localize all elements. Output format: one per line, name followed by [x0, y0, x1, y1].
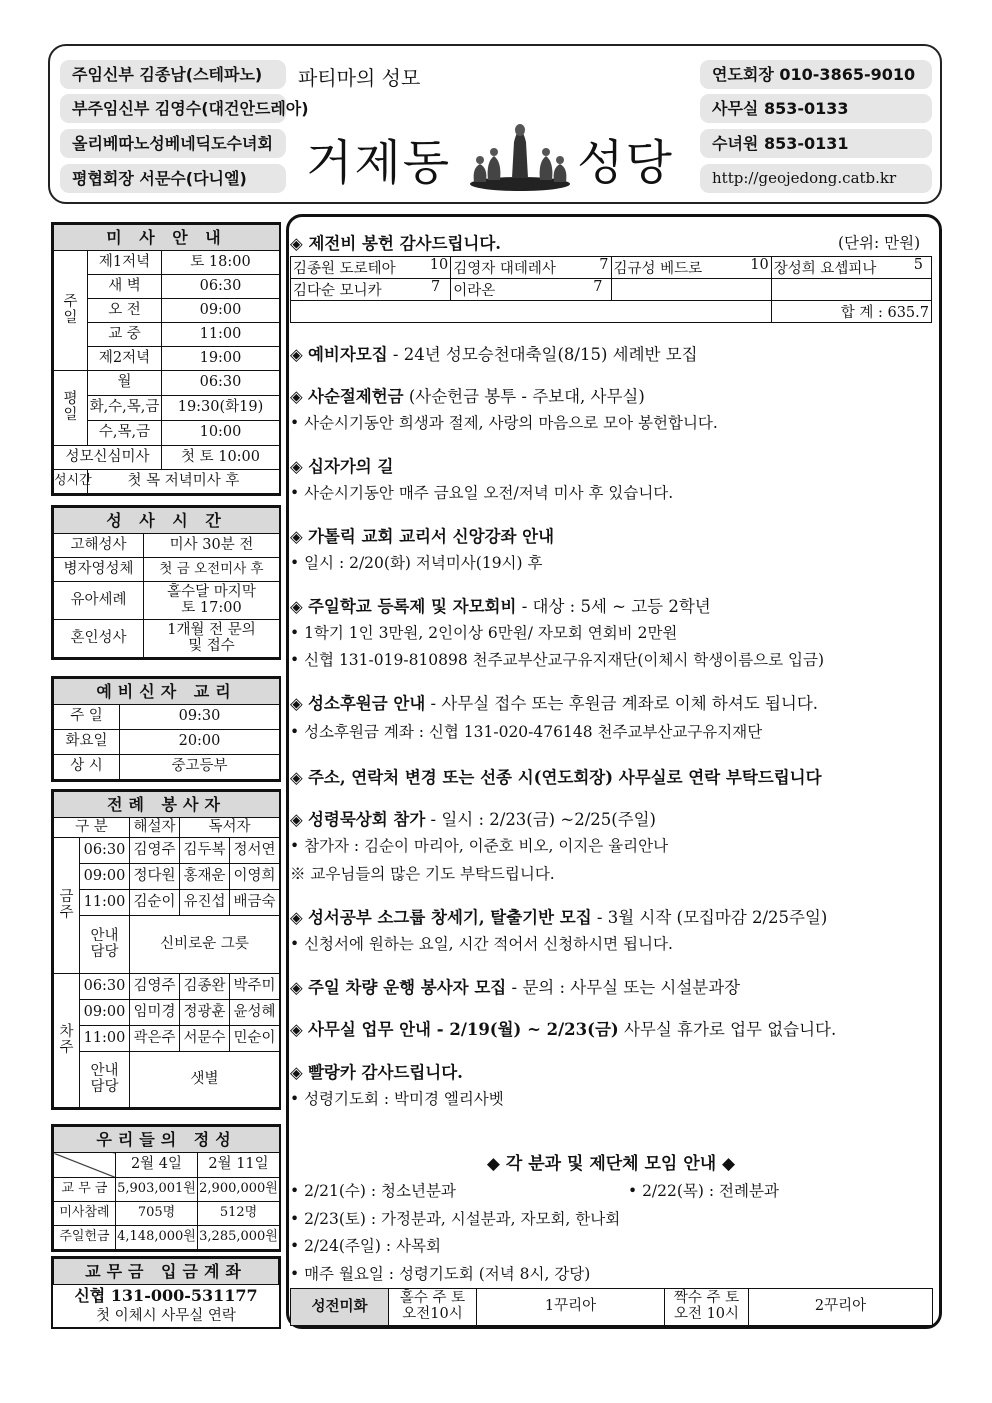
stat-name: 주일헌금	[54, 1226, 116, 1250]
donor-amount: 7	[431, 279, 441, 295]
meeting-line: • 2/23(토) : 가정분과, 시설분과, 자모회, 한나회	[290, 1210, 621, 1228]
donor-cell	[771, 279, 931, 301]
mass-time: 토 18:00	[162, 251, 280, 275]
notice-title: 성령묵상회 참가	[307, 810, 426, 829]
notice-text: - 24년 성모승천대축일(8/15) 세례반 모집	[387, 345, 698, 364]
mass-name: 교 중	[88, 323, 162, 347]
sacrament-value: 홀수달 마지막 토 17:00	[144, 582, 280, 620]
weekday-label: 평 일	[54, 371, 88, 446]
commentator: 정다원	[130, 864, 180, 890]
mass-time: 09:00	[80, 864, 130, 890]
mass-time: 06:30	[162, 275, 280, 299]
odd-week-group: 1꾸리아	[477, 1289, 665, 1326]
notice-line: • 신청서에 원하는 요일, 시간 적어서 신청하시면 됩니다.	[290, 935, 673, 953]
notice-title: 가톨릭 교회 교리서 신앙강좌 안내	[307, 527, 555, 546]
next-week-label: 차 주	[54, 974, 80, 1108]
mass-time: 06:30	[80, 838, 130, 864]
notice-title: 주일 차량 운행 봉사자 모집	[307, 978, 507, 997]
class-day: 상 시	[54, 755, 120, 780]
reader: 정서연	[230, 838, 280, 864]
mass-name: 오 전	[88, 299, 162, 323]
diagonal-header-cell	[54, 1153, 116, 1178]
holy-hour-time: 첫 목 저녁미사 후	[88, 470, 280, 494]
col-reader: 독서자	[180, 818, 280, 838]
notice-line: • 사순시기동안 희생과 절제, 사랑의 마음으로 모아 봉헌합니다.	[290, 414, 718, 432]
heart-mass-name: 성모신심미사	[54, 446, 162, 470]
notice-spirit-retreat: ◈ 성령묵상회 참가 - 일시 : 2/23(금) ~2/25(주일)	[290, 810, 656, 829]
donor-amount: 10	[750, 257, 769, 273]
notice-line: • 1학기 1인 3만원, 2인이상 6만원/ 자모회 연회비 2만원	[290, 624, 678, 642]
meeting-line: • 매주 월요일 : 성령기도회 (저녁 8시, 강당)	[290, 1265, 591, 1283]
stat-name: 교 무 금	[54, 1178, 116, 1202]
stat-value: 3,285,000원	[198, 1226, 280, 1250]
reader: 이영희	[230, 864, 280, 890]
office-phone: 사무실 853-0133	[700, 94, 932, 123]
council-president-info: 평협회장 서문수(다니엘)	[60, 164, 286, 193]
notice-line: • 성소후원금 계좌 : 신협 131-020-476148 천주교부산교구유지재단	[290, 723, 763, 741]
sacrament-name: 병자영성체	[54, 558, 144, 582]
commentator: 김영주	[130, 838, 180, 864]
mass-time: 11:00	[80, 890, 130, 916]
notice-line: • 사순시기동안 매주 금요일 오전/저녁 미사 후 있습니다.	[290, 484, 674, 502]
meeting-line: • 2/24(주일) : 사목회	[290, 1237, 441, 1255]
meetings-title: ◆ 각 분과 및 제단체 모임 안내 ◆	[486, 1154, 736, 1174]
reader: 배금숙	[230, 890, 280, 916]
col-commentator: 해설자	[130, 818, 180, 838]
bulletin-header	[48, 44, 942, 204]
commentator: 곽은주	[130, 1026, 180, 1052]
assistant-pastor-info: 부주임신부 김영수(대건안드레아)	[60, 94, 286, 123]
stat-value: 2,900,000원	[198, 1178, 280, 1202]
donor-cell	[771, 257, 931, 279]
account-number: 신협 131-000-531177	[74, 1285, 258, 1305]
tithe-account-box	[51, 1256, 281, 1329]
sisters-info: 올리베따노성베네딕도수녀회	[60, 129, 286, 158]
convent-phone: 수녀원 853-0131	[700, 129, 932, 158]
notice-stations: ◈ 십자가의 길	[290, 457, 394, 476]
notice-title: 예비자모집	[307, 345, 388, 364]
notice-lent-offering: ◈ 사순절제헌금 (사순헌금 봉투 - 주보대, 사무실)	[290, 387, 645, 406]
heart-mass-time: 첫 토 10:00	[162, 446, 280, 470]
notice-line: • 신협 131-019-810898 천주교부산교구유지재단(이체시 학생이름으로 입금)	[290, 651, 825, 669]
guide-label: 안내 담당	[80, 1052, 130, 1108]
commentator: 김영주	[130, 974, 180, 1000]
church-cleaning-table	[290, 1288, 933, 1326]
reader: 윤성혜	[230, 1000, 280, 1026]
mass-time: 06:30	[80, 974, 130, 1000]
patron-subtitle: 파티마의 성모	[298, 66, 421, 90]
mass-time: 09:00	[80, 1000, 130, 1026]
stat-value: 512명	[198, 1202, 280, 1226]
catechumen-title: 예비신자 교리	[54, 679, 280, 705]
stat-value: 5,903,001원	[116, 1178, 198, 1202]
class-time: 중고등부	[120, 755, 280, 780]
notice-catechumen: ◈ 예비자모집 - 24년 성모승천대축일(8/15) 세례반 모집	[290, 345, 698, 364]
mass-schedule-title: 미 사 안 내	[54, 225, 280, 251]
account-note: 첫 이체시 사무실 연락	[96, 1307, 236, 1324]
donor-cell	[451, 279, 611, 301]
donor-name: 장성희 요셉피나	[773, 261, 877, 277]
class-day: 화요일	[54, 730, 120, 755]
reader: 홍재운	[180, 864, 230, 890]
notice-catechism-lecture: ◈ 가톨릭 교회 교리서 신앙강좌 안내	[290, 527, 555, 546]
mass-name: 새 벽	[88, 275, 162, 299]
notice-vocation-fund: ◈ 성소후원금 안내 - 사무실 접수 또는 후원금 계좌로 이체 하셔도 됩니다.	[290, 694, 819, 713]
donor-cell	[611, 279, 771, 301]
sacrament-name: 혼인성사	[54, 620, 144, 658]
stat-value: 705명	[116, 1202, 198, 1226]
donor-amount: 5	[913, 257, 923, 273]
website-link[interactable]: http://geojedong.catb.kr	[700, 164, 932, 193]
mass-time: 10:00	[162, 421, 280, 446]
sunday-label: 주 일	[54, 251, 88, 371]
sacrament-name: 유아세례	[54, 582, 144, 620]
stat-value: 4,148,000원	[116, 1226, 198, 1250]
notice-text: - 대상 : 5세 ~ 고등 2학년	[516, 597, 711, 616]
commentator: 김순이	[130, 890, 180, 916]
donor-name: 김종원 도로테아	[293, 261, 396, 277]
donor-cell	[451, 257, 611, 279]
notice-address-change: ◈ 주소, 연락처 변경 또는 선종 시(연도회장) 사무실로 연락 부탁드립니다	[290, 768, 822, 787]
reader: 김종완	[180, 974, 230, 1000]
liturgy-ministers-box	[51, 789, 281, 1110]
notice-line: • 성령기도회 : 박미경 엘리사벳	[290, 1090, 504, 1108]
mass-time: 11:00	[162, 323, 280, 347]
donor-cell	[611, 257, 771, 279]
reader: 유진섭	[180, 890, 230, 916]
offering-title: 우리들의 정성	[54, 1127, 280, 1153]
guide-label: 안내 담당	[80, 916, 130, 974]
odd-week-schedule: 홀수 주 토 오전10시	[389, 1289, 477, 1326]
notice-title: 제전비 봉헌 감사드립니다.	[308, 234, 501, 253]
mass-time: 11:00	[80, 1026, 130, 1052]
notice-text: (사순헌금 봉투 - 주보대, 사무실)	[403, 387, 645, 406]
notice-text: - 3월 시작 (모집마감 2/25주일)	[591, 908, 828, 927]
meeting-line: • 2/22(목) : 전례분과	[628, 1182, 779, 1200]
notice-line: • 참가자 : 김순이 마리아, 이준호 비오, 이지은 율리안나	[290, 837, 669, 855]
church-title-part1: 거제동	[306, 135, 452, 191]
notice-line: • 일시 : 2/20(화) 저녁미사(19시) 후	[290, 554, 543, 572]
donor-name: 김영자 대데레사	[453, 261, 556, 277]
church-title-part2: 성당	[577, 135, 674, 191]
reader: 서문수	[180, 1026, 230, 1052]
offering-stats-box	[51, 1124, 281, 1252]
sacrament-title: 성 사 시 간	[54, 508, 280, 534]
mass-name: 화,수,목,금	[88, 396, 162, 421]
notice-title: 빨랑카 감사드립니다.	[307, 1063, 463, 1082]
even-week-schedule: 짝수 주 토 오전 10시	[665, 1289, 749, 1326]
notice-title: 주소, 연락처 변경 또는 선종 시(연도회장) 사무실로 연락 부탁드립니다	[307, 768, 822, 787]
mass-time: 19:00	[162, 347, 280, 371]
even-week-group: 2꾸리아	[749, 1289, 933, 1326]
notice-title: 십자가의 길	[307, 457, 394, 476]
notice-text: 사무실 휴가로 업무 없습니다.	[618, 1020, 837, 1039]
donor-name: 김규성 베드로	[613, 261, 703, 277]
donor-amount: 7	[593, 279, 603, 295]
sacrament-name: 고해성사	[54, 534, 144, 558]
donor-cell	[291, 301, 772, 323]
mass-name: 월	[88, 371, 162, 396]
fatima-statue-logo-icon	[468, 116, 572, 192]
pastor-info: 주임신부 김종남(스테파노)	[60, 60, 286, 89]
notice-title: 사순절제헌금	[307, 387, 404, 406]
cleaning-label: 성전미화	[291, 1289, 389, 1326]
donor-name: 김다순 모니카	[293, 283, 382, 299]
notice-office-closed: ◈ 사무실 업무 안내 - 2/19(월) ~ 2/23(금) 사무실 휴가로 업무 없습니다.	[290, 1020, 837, 1039]
notice-title: 성서공부 소그룹 창세기, 탈출기반 모집	[307, 908, 592, 927]
date-header: 2월 11일	[198, 1153, 280, 1178]
class-time: 20:00	[120, 730, 280, 755]
mass-time: 19:30(화19)	[162, 396, 280, 421]
liturgy-title: 전례 봉사자	[54, 792, 280, 818]
this-week-label: 금 주	[54, 838, 80, 974]
notice-title: 사무실 업무 안내 - 2/19(월) ~ 2/23(금)	[307, 1020, 619, 1039]
notice-bible-study: ◈ 성서공부 소그룹 창세기, 탈출기반 모집 - 3월 시작 (모집마감 2/25주일)	[290, 908, 828, 927]
catechumen-class-box	[51, 676, 281, 782]
account-title: 교무금 입금계좌	[54, 1259, 279, 1285]
sacrament-value: 미사 30분 전	[144, 534, 280, 558]
total-cell	[771, 301, 931, 323]
mass-name: 제1저녁	[88, 251, 162, 275]
sacrament-times-box	[51, 505, 281, 660]
stat-name: 미사참례	[54, 1202, 116, 1226]
reader: 박주미	[230, 974, 280, 1000]
notice-title: 성소후원금 안내	[307, 694, 426, 713]
unit-label: (단위: 만원)	[838, 234, 921, 252]
notice-line: ※ 교우님들의 많은 기도 부탁드립니다.	[290, 865, 555, 883]
reader: 김두복	[180, 838, 230, 864]
notice-text: - 사무실 접수 또는 후원금 계좌로 이체 하셔도 됩니다.	[425, 694, 819, 713]
mass-name: 제2저녁	[88, 347, 162, 371]
donor-amount: 10	[429, 257, 449, 273]
donor-table	[290, 256, 932, 323]
sacrament-value: 첫 금 오전미사 후	[144, 558, 280, 582]
memorial-chair-phone: 연도회장 010-3865-9010	[700, 60, 932, 89]
meeting-line: • 2/21(수) : 청소년분과	[290, 1182, 456, 1200]
reader: 민순이	[230, 1026, 280, 1052]
donor-cell	[291, 279, 451, 301]
donor-name: 이라온	[453, 283, 496, 299]
class-time: 09:30	[120, 705, 280, 730]
notice-palanca: ◈ 빨랑카 감사드립니다.	[290, 1063, 463, 1082]
commentator: 임미경	[130, 1000, 180, 1026]
mass-time: 06:30	[162, 371, 280, 396]
notice-driver-volunteer: ◈ 주일 차량 운행 봉사자 모집 - 문의 : 사무실 또는 시설분과장	[290, 978, 741, 997]
notice-text: - 문의 : 사무실 또는 시설분과장	[506, 978, 741, 997]
notice-title: 주일학교 등록제 및 자모회비	[307, 597, 517, 616]
donor-amount: 7	[599, 257, 609, 273]
mass-name: 수,목,금	[88, 421, 162, 446]
mass-time: 09:00	[162, 299, 280, 323]
holy-hour-name: 성시간	[54, 470, 88, 494]
notice-text: - 일시 : 2/23(금) ~2/25(주일)	[425, 810, 656, 829]
mass-schedule-box	[51, 222, 281, 496]
reader: 정광훈	[180, 1000, 230, 1026]
offering-total: 합 계 : 635.7	[840, 305, 929, 321]
date-header: 2월 4일	[116, 1153, 198, 1178]
sacrament-value: 1개월 전 문의 및 접수	[144, 620, 280, 658]
this-week-guide: 신비로운 그릇	[130, 916, 280, 974]
notice-thanks: ◈ 제전비 봉헌 감사드립니다.	[290, 234, 501, 253]
next-week-guide: 샛별	[130, 1052, 280, 1108]
class-day: 주 일	[54, 705, 120, 730]
notice-sunday-school: ◈ 주일학교 등록제 및 자모회비 - 대상 : 5세 ~ 고등 2학년	[290, 597, 711, 616]
donor-cell	[291, 257, 451, 279]
col-division: 구 분	[54, 818, 130, 838]
